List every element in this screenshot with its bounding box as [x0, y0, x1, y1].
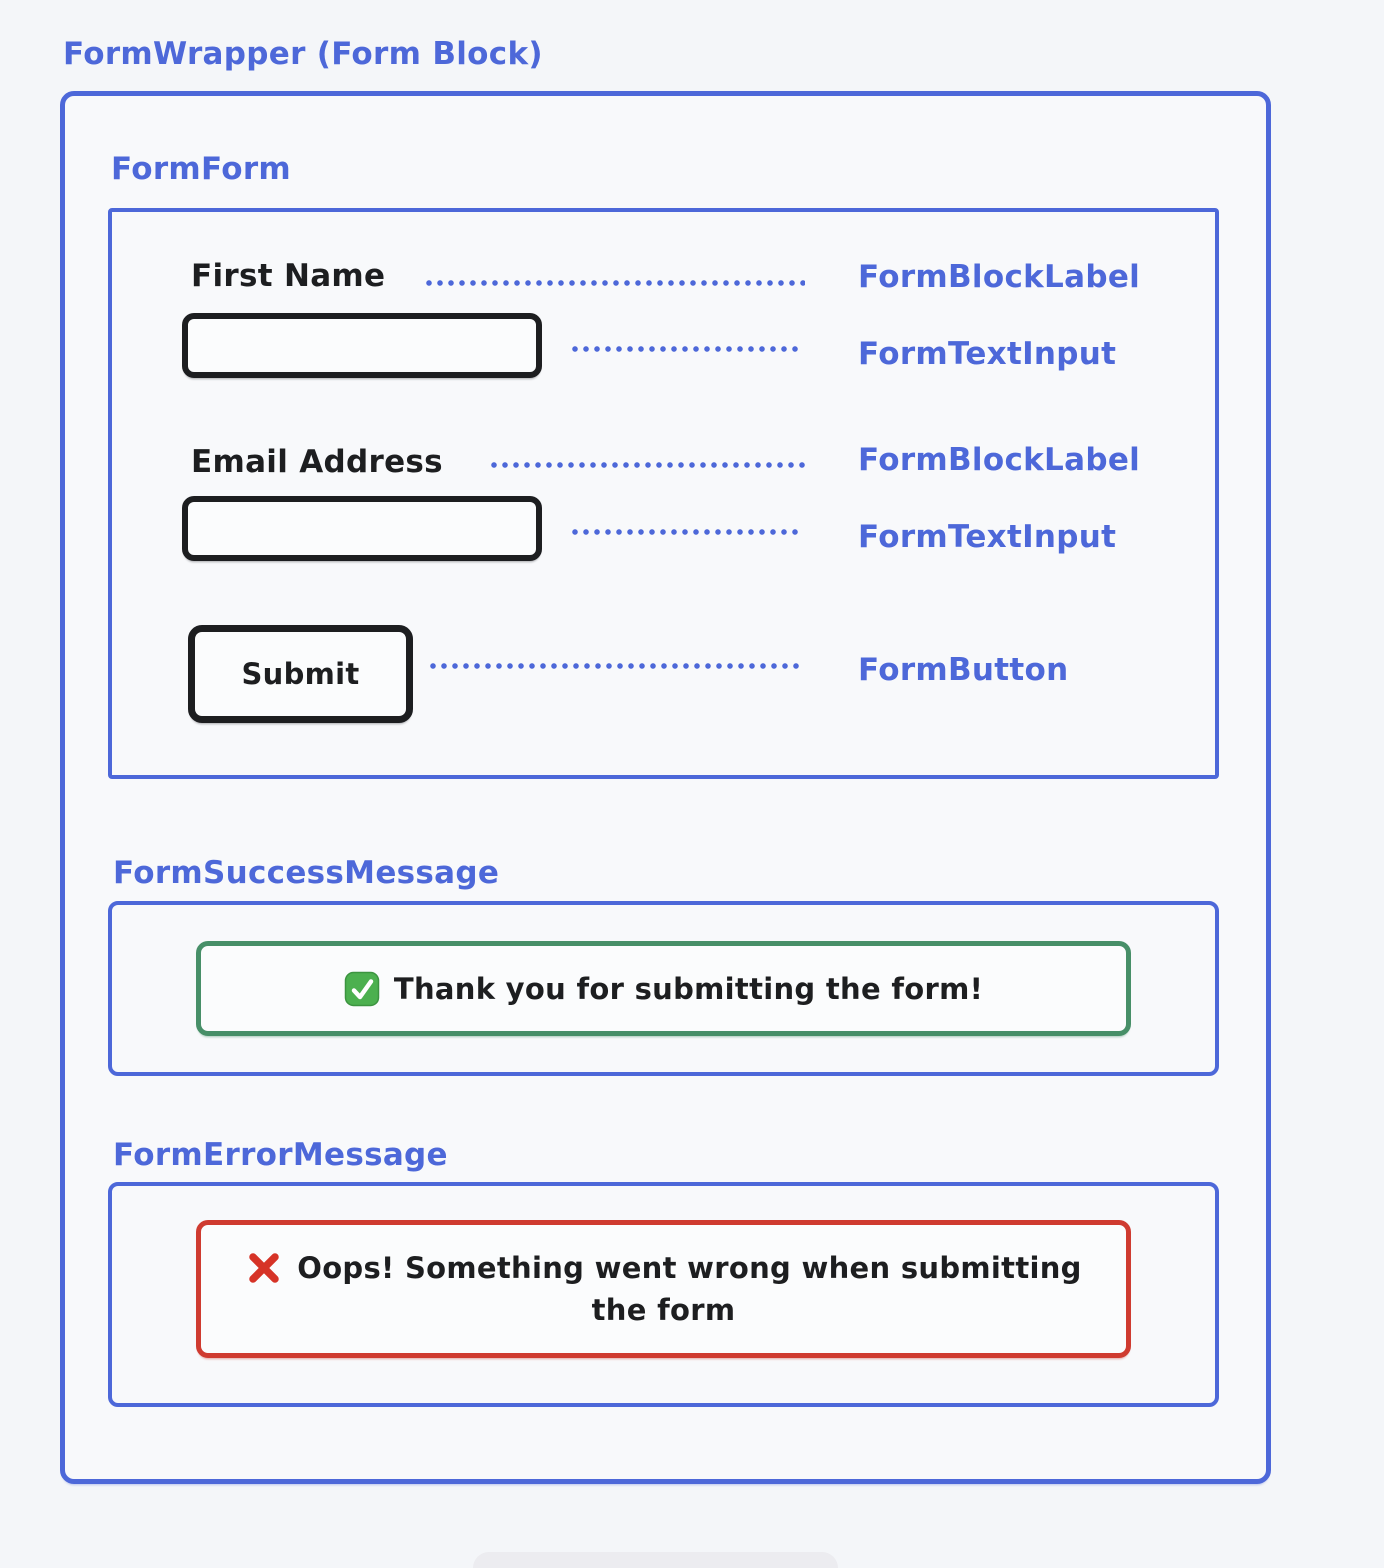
error-message-text-line2: the form: [591, 1293, 736, 1327]
error-message-line-2: [592, 1289, 736, 1331]
submit-button[interactable]: Submit: [188, 625, 413, 723]
annotation-form-block-label: FormBlockLabel: [858, 442, 1141, 478]
field-label-first-name: First Name: [191, 258, 386, 294]
error-section-label: FormErrorMessage: [113, 1137, 448, 1173]
success-section-label: FormSuccessMessage: [113, 855, 500, 891]
success-message-box: [108, 901, 1219, 1076]
first-name-input[interactable]: [182, 313, 542, 378]
error-message-line-1: [245, 1247, 1081, 1289]
below-fold-element: [473, 1552, 838, 1568]
diagram-title: FormWrapper (Form Block): [63, 36, 543, 72]
dotted-connector: [428, 660, 800, 672]
annotation-form-button: FormButton: [858, 652, 1069, 688]
error-message-box: [108, 1182, 1219, 1407]
error-message-card: [196, 1220, 1131, 1358]
success-message-text: Thank you for submitting the form!: [393, 971, 984, 1006]
cross-mark-icon: [245, 1249, 283, 1287]
form-section-label: FormForm: [111, 151, 292, 187]
email-address-input[interactable]: [182, 496, 542, 561]
dotted-connector: [489, 459, 805, 471]
success-message-card: [196, 941, 1131, 1036]
success-message-line: [344, 968, 983, 1010]
dotted-connector: [424, 277, 805, 289]
dotted-connector: [570, 526, 802, 538]
field-label-email-address: Email Address: [191, 444, 443, 480]
form-wrapper-box: [60, 91, 1271, 1484]
annotation-form-text-input: FormTextInput: [858, 519, 1117, 555]
dotted-connector: [570, 343, 802, 355]
annotation-form-block-label: FormBlockLabel: [858, 259, 1141, 295]
error-message-text-line1: Oops! Something went wrong when submitting: [297, 1251, 1082, 1285]
annotation-form-text-input: FormTextInput: [858, 336, 1117, 372]
form-box: [108, 208, 1219, 779]
check-mark-icon: [344, 971, 380, 1007]
